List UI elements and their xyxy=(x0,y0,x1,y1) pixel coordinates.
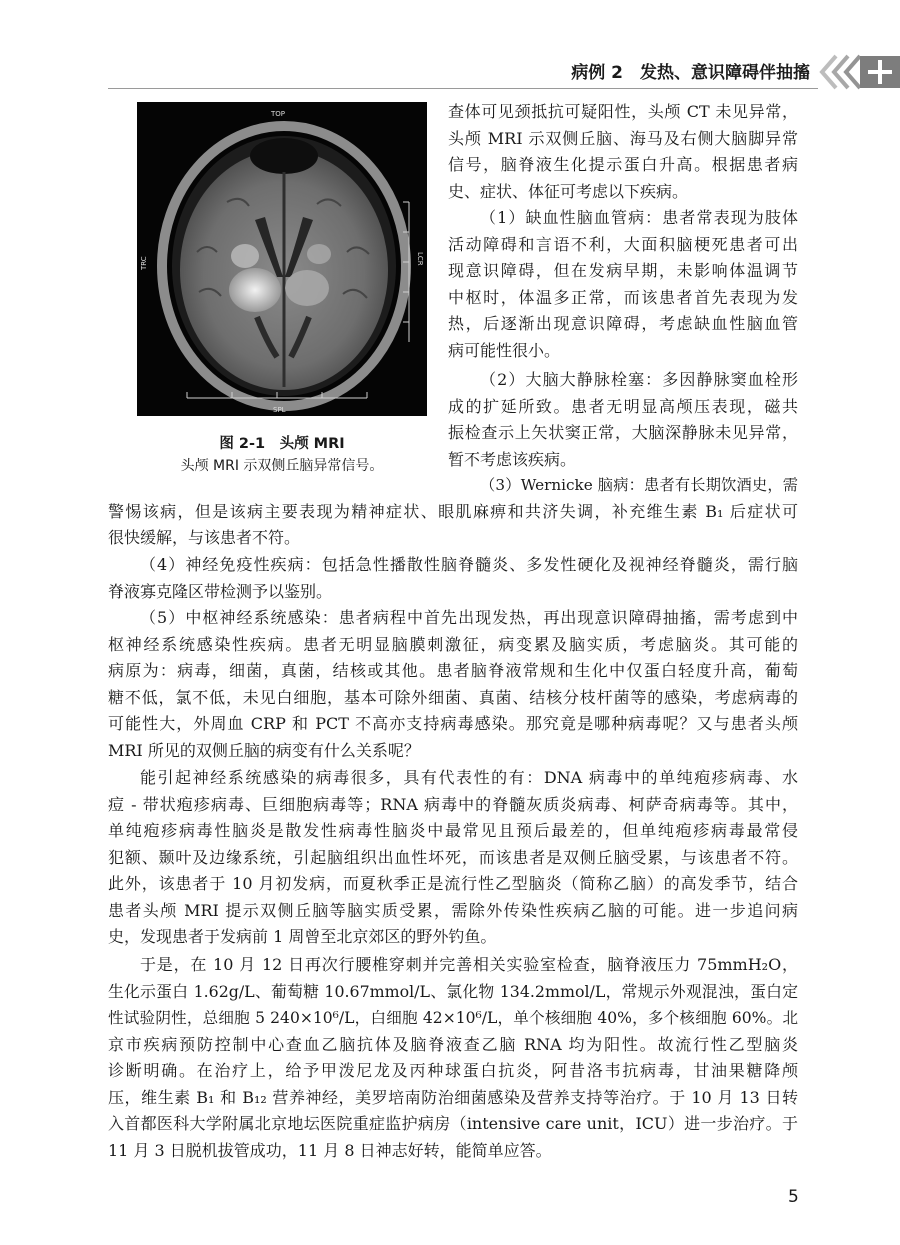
text-line: 暂不考虑该疾病。 xyxy=(448,449,577,469)
text-line: 患者头颅 MRI 提示双侧丘脑等脑实质受累，需除外传染性疾病乙脑的可能。进一步追问病 xyxy=(108,900,798,920)
text-line: 信号，脑脊液生化提示蛋白升高。根据患者病 xyxy=(448,155,798,174)
paragraph-wernicke xyxy=(108,472,798,552)
mri-label-right: LCR xyxy=(416,252,424,266)
page-number: 5 xyxy=(788,1187,799,1207)
text-line: 此外，该患者于 10 月初发病，而夏秋季正是流行性乙型脑炎（简称乙脑）的高发季节，结合 xyxy=(108,874,798,893)
text-line: （2）大脑大静脉栓塞：多因静脉窦血栓形 xyxy=(480,370,798,389)
paragraph-infection xyxy=(108,605,798,764)
text-line: 活动障碍和言语不利，大面积脑梗死患者可出 xyxy=(448,234,798,254)
text-line: 诊断明确。在治疗上，给予甲泼尼龙及丙种球蛋白抗炎，阿昔洛韦抗病毒，甘油果糖降颅 xyxy=(108,1061,798,1080)
text-line: 京市疾病预防控制中心查血乙脑抗体及脑脊液查乙脑 RNA 均为阳性。故流行性乙型脑炎 xyxy=(108,1034,798,1054)
text-line: 成的扩延所致。患者无明显高颅压表现，磁共 xyxy=(448,396,798,416)
text-line: MRI 所见的双侧丘脑的病变有什么关系呢？ xyxy=(108,740,420,760)
text-line: 振检查示上矢状窦正常，大脑深静脉未见异常， xyxy=(448,423,798,442)
mri-figure xyxy=(137,102,427,416)
text-line: 痘 - 带状疱疹病毒、巨细胞病毒等；RNA 病毒中的脊髓灰质炎病毒、柯萨奇病毒等。其中， xyxy=(108,794,798,814)
text-line: （1）缺血性脑血管病：患者常表现为肢体 xyxy=(480,208,798,227)
figure-caption: 头颅 MRI 示双侧丘脑异常信号。 xyxy=(180,458,384,474)
text-line: 11 月 3 日脱机拔管成功，11 月 8 日神志好转，能简单应答。 xyxy=(108,1140,552,1160)
figure-title: 图 2-1 头颅 MRI xyxy=(219,436,345,452)
text-line: 于是，在 10 月 12 日再次行腰椎穿刺并完善相关实验室检查，脑脊液压力 75mmH₂O， xyxy=(140,955,798,974)
text-line: 很快缓解，与该患者不符。 xyxy=(108,528,301,547)
text-line: 查体可见颈抵抗可疑阳性，头颅 CT 未见异常， xyxy=(448,102,798,121)
mri-label-left: TRC xyxy=(140,256,148,270)
brain-mri-image xyxy=(137,102,427,416)
header-rule xyxy=(108,88,818,89)
text-line: 性试验阴性，总细胞 5 240×10⁶/L，白细胞 42×10⁶/L，单个核细胞 40%，多个核细胞 60%。北 xyxy=(108,1009,798,1027)
paragraph-venous xyxy=(448,367,798,473)
text-line: 脊液寡克隆区带检测予以鉴别。 xyxy=(108,581,333,601)
text-line: 病原为：病毒，细菌，真菌，结核或其他。患者脑脊液常规和生化中仅蛋白轻度升高，葡萄 xyxy=(108,661,798,680)
text-line: （4）神经免疫性疾病：包括急性播散性脑脊髓炎、多发性硬化及视神经脊髓炎，需行脑 xyxy=(140,555,798,574)
text-line: 能引起神经系统感染的病毒很多，具有代表性的有：DNA 病毒中的单纯疱疹病毒、水 xyxy=(140,768,798,787)
paragraph-immune xyxy=(108,552,798,605)
text-line: 史、症状、体征可考虑以下疾病。 xyxy=(448,181,689,201)
paragraph-intro xyxy=(448,99,798,205)
text-line: 压，维生素 B₁ 和 B₁₂ 营养神经，美罗培南防治细菌感染及营养支持等治疗。于 10 月 13 日转 xyxy=(108,1087,798,1107)
text-line: 病可能性很小。 xyxy=(448,340,561,360)
running-header-title: 病例 2 发热、意识障碍伴抽搐 xyxy=(571,63,810,83)
text-line: 枢神经系统感染性疾病。患者无明显脑膜刺激征，病变累及脑实质，考虑脑炎。其可能的 xyxy=(108,634,798,654)
text-line: 可能性大，外周血 CRP 和 PCT 不高亦支持病毒感染。那究竟是哪种病毒呢？又与患者头颅 xyxy=(108,714,798,733)
mri-label-top: TOP xyxy=(271,110,286,118)
text-line: 单纯疱疹病毒性脑炎是散发性病毒性脑炎中最常见且预后最差的，但单纯疱疹病毒最常侵 xyxy=(108,821,798,840)
text-line: （3）Wernicke 脑病：患者有长期饮酒史，需 xyxy=(480,476,798,494)
text-line: （5）中枢神经系统感染：患者病程中首先出现发热，再出现意识障碍抽搐，需考虑到中 xyxy=(140,608,798,627)
text-line: 犯额、颞叶及边缘系统，引起脑组织出血性坏死，而该患者是双侧丘脑受累，与该患者不符。 xyxy=(108,847,798,867)
paragraph-ischemic xyxy=(448,205,798,364)
text-line: 生化示蛋白 1.62g/L、葡萄糖 10.67mmol/L、氯化物 134.2mmol/L，常规示外观混浊，蛋白定 xyxy=(108,981,798,1001)
text-line: 入首都医科大学附属北京地坛医院重症监护病房（intensive care unit，ICU）进一步治疗。于 xyxy=(108,1114,798,1133)
text-line: 警惕该病，但是该病主要表现为精神症状、眼肌麻痹和共济失调，补充维生素 B₁ 后症状可 xyxy=(108,501,798,521)
mri-label-bottom: SPL xyxy=(273,406,286,414)
text-line: 史，发现患者于发病前 1 周曾至北京郊区的野外钓鱼。 xyxy=(108,927,497,946)
text-line: 中枢时，体温多正常，而该患者首先表现为发 xyxy=(448,287,798,307)
chevron-cross-icon xyxy=(818,52,900,92)
paragraph-virus xyxy=(108,765,798,951)
text-line: 现意识障碍，但在发病早期，未影响体温调节 xyxy=(448,261,798,280)
text-line: 糖不低，氯不低，未见白细胞，基本可除外细菌、真菌、结核分枝杆菌等的感染，考虑病毒的 xyxy=(108,687,798,707)
paragraph-diagnosis xyxy=(108,952,798,1164)
text-line: 头颅 MRI 示双侧丘脑、海马及右侧大脑脚异常 xyxy=(448,128,798,148)
text-line: 热，后逐渐出现意识障碍，考虑缺血性脑血管 xyxy=(448,314,798,333)
